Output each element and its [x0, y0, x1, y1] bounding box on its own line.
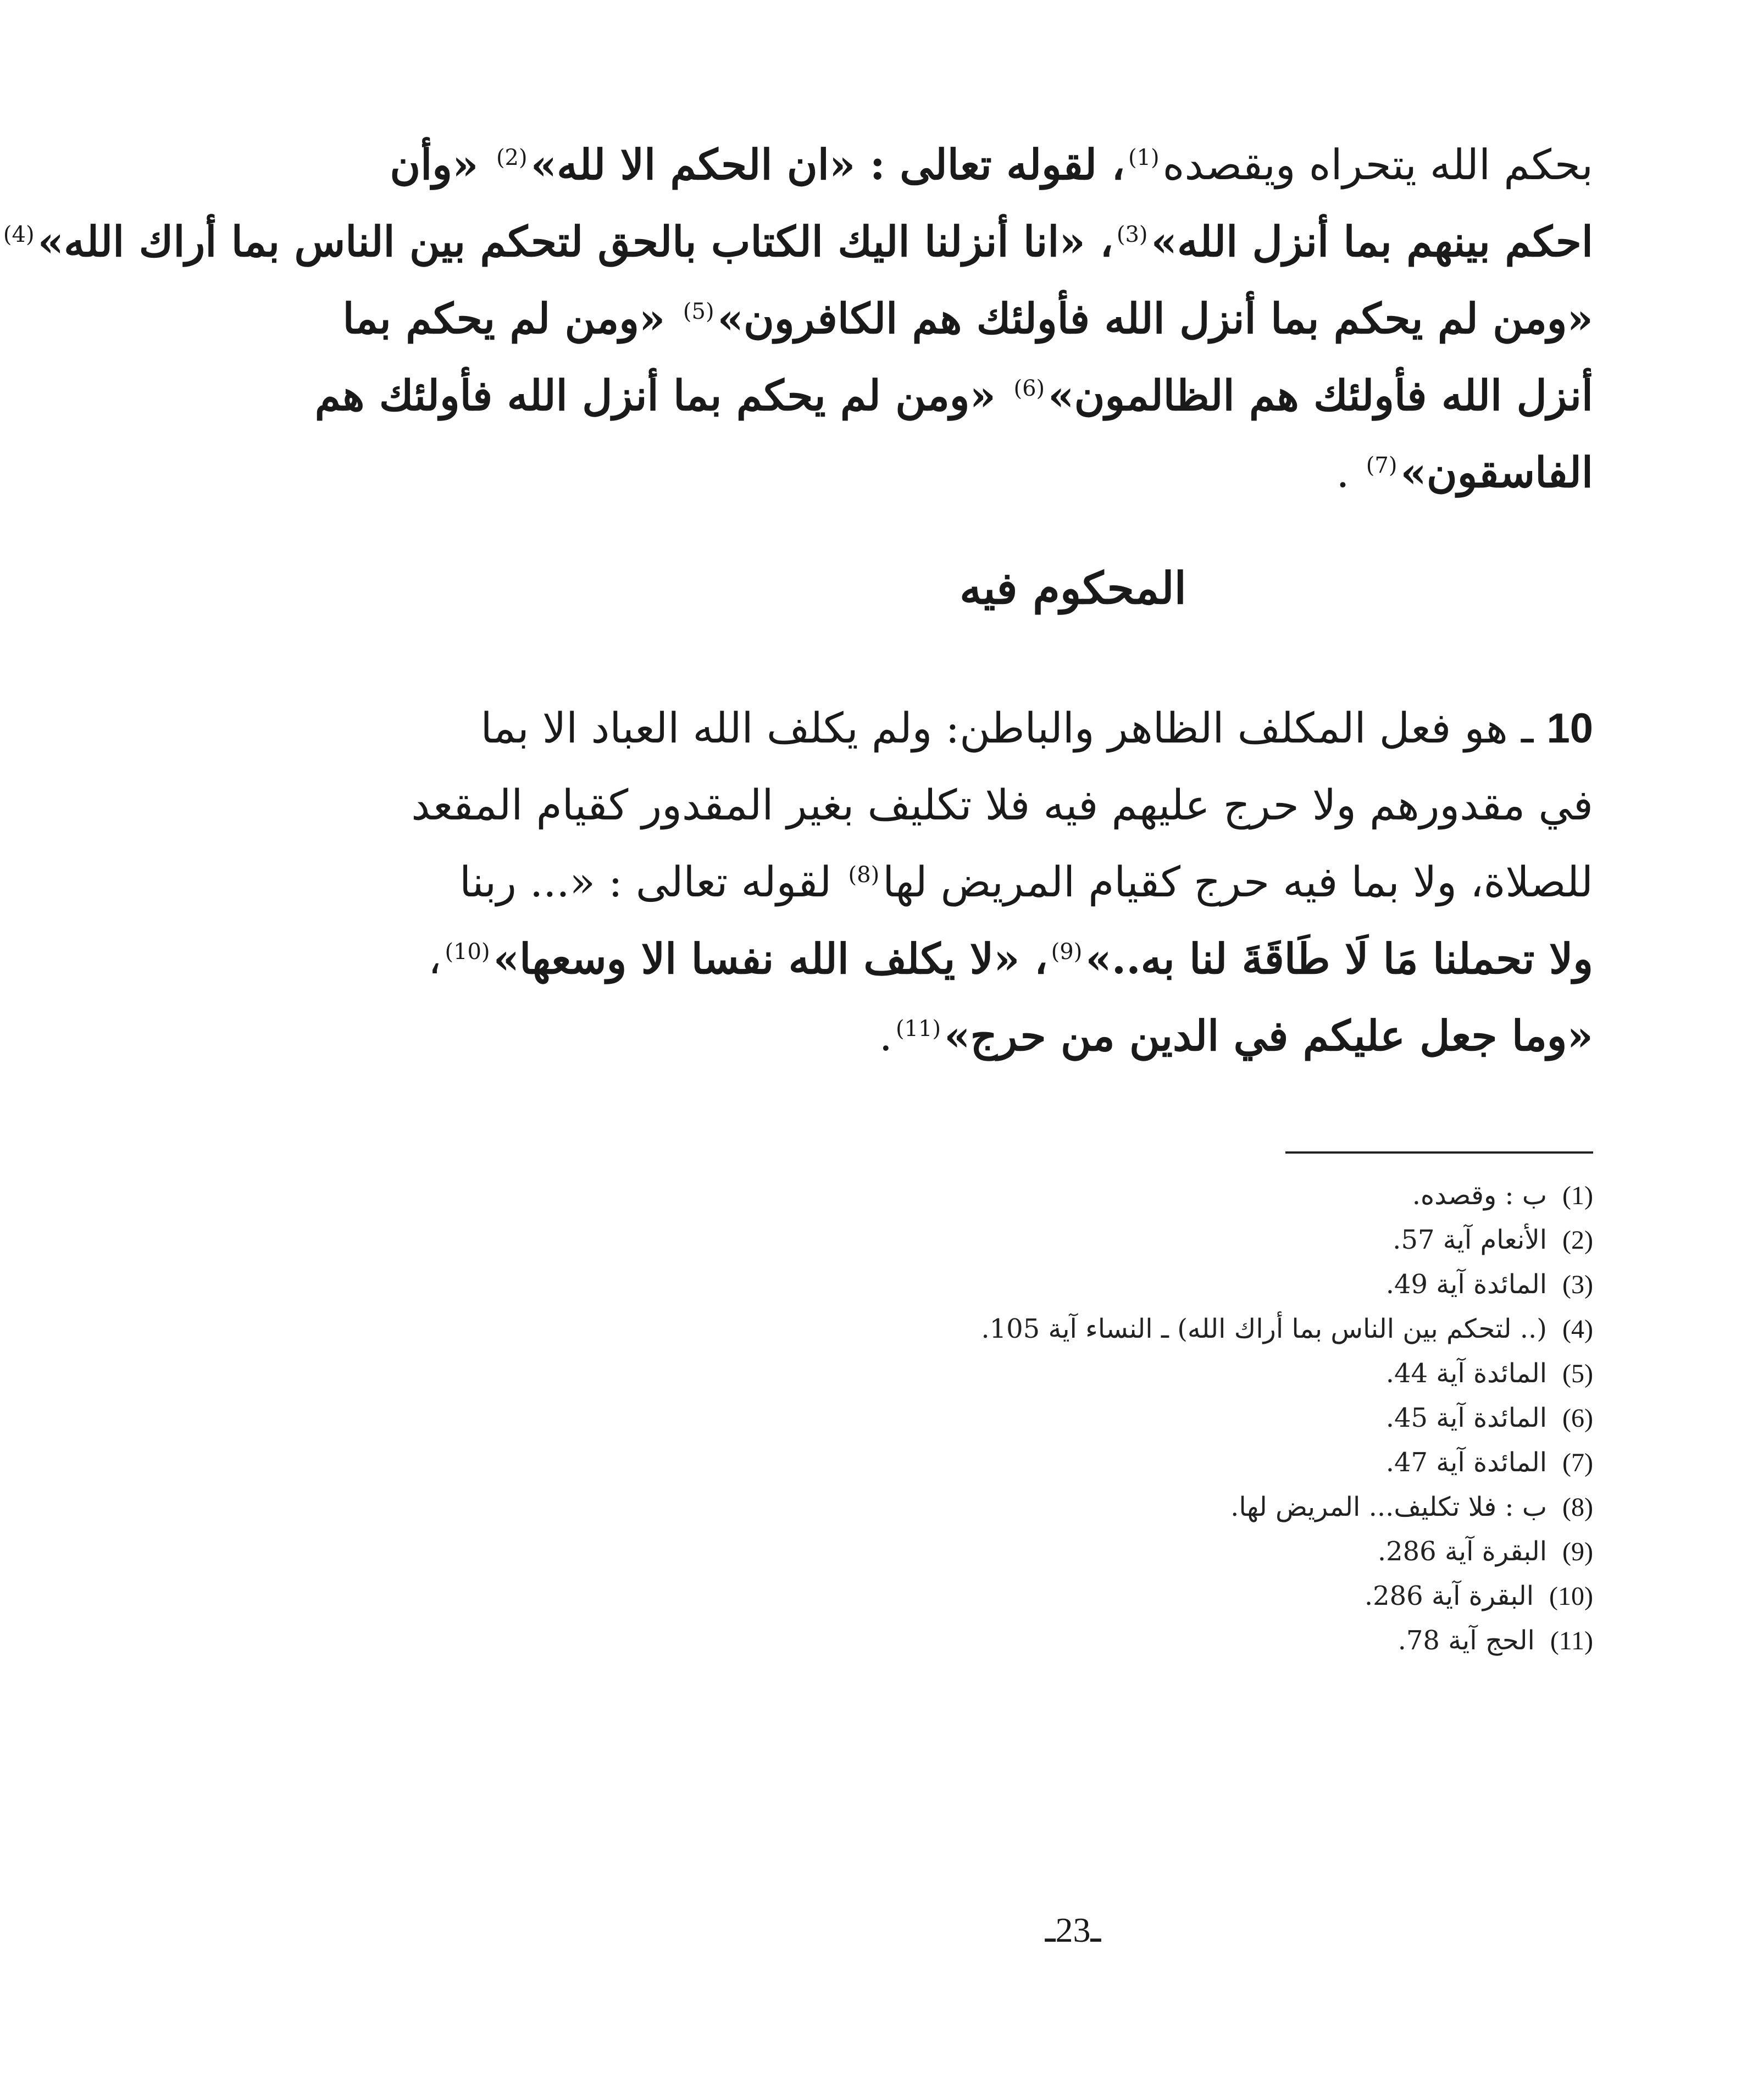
- footnote-number: (1): [1562, 1181, 1593, 1210]
- paragraph-intro-line: [549, 434, 1593, 511]
- body-text: .: [879, 1011, 892, 1060]
- footnote-marker[interactable]: (6): [1013, 375, 1045, 401]
- footnote-item: [769, 1440, 1593, 1485]
- footnote-item: [769, 1173, 1593, 1218]
- quran-quote: «ومن لم يحكم بما أنزل الله فأولئك هم: [314, 371, 1011, 420]
- footnote-item: [769, 1574, 1593, 1619]
- paragraph-item-10-line: [459, 844, 1593, 921]
- footnote-divider: [1285, 1151, 1593, 1154]
- body-text: ـ هو فعل المكلف الظاهر والباطن: ولم يكلف الله العباد الا بما: [480, 703, 1547, 752]
- footnote-text: (.. لتحكم بين الناس بما أراك الله) ـ النساء آية 105.: [981, 1314, 1548, 1344]
- footnote-marker[interactable]: (5): [683, 298, 714, 324]
- paragraph-item-10-line: [411, 767, 1593, 844]
- footnote-text: ب : فلا تكليف... المريض لها.: [1230, 1492, 1548, 1522]
- footnote-number: (10): [1549, 1582, 1593, 1611]
- footnote-marker[interactable]: (9): [1051, 939, 1083, 965]
- footnote-marker[interactable]: (1): [1128, 145, 1160, 170]
- footnote-number: (3): [1562, 1270, 1593, 1299]
- paragraph-item-10-line: [549, 998, 1593, 1074]
- footnote-number: (6): [1562, 1404, 1593, 1433]
- quran-quote: «ومن لم يحكم بما: [342, 294, 680, 343]
- footnote-number: (7): [1562, 1448, 1593, 1477]
- section-heading: المحكوم فيه: [960, 562, 1186, 614]
- quran-quote: «وما جعل عليكم في الدين من حرج»: [944, 1011, 1593, 1060]
- footnote-marker[interactable]: (11): [895, 1016, 941, 1041]
- body-text: بحكم الله يتحراه ويقصده: [1162, 140, 1593, 189]
- footnote-text: ب : وقصده.: [1412, 1180, 1548, 1211]
- quran-quote: احكم بينهم بما أنزل الله»: [1151, 217, 1593, 266]
- footnote-text: البقرة آية 286.: [1364, 1581, 1534, 1611]
- footnote-marker[interactable]: (2): [496, 145, 528, 170]
- footnote-item: [769, 1396, 1593, 1440]
- footnote-text: المائدة آية 45.: [1385, 1403, 1548, 1433]
- quran-quote: ولا تحملنا مَا لَا طَاقَةَ لنا به..»: [1085, 934, 1593, 983]
- body-text: ،: [428, 934, 442, 983]
- paragraph-intro-line: [342, 280, 1593, 357]
- paragraph-intro-line: [3, 203, 1593, 280]
- quran-quote: ، «لا يكلف الله نفسا الا وسعها»: [493, 934, 1048, 983]
- footnote-marker[interactable]: (4): [3, 221, 35, 247]
- page-number: ـ23ـ: [1045, 1910, 1101, 1949]
- footnote-number: (2): [1562, 1226, 1593, 1255]
- footnote-text: الأنعام آية 57.: [1393, 1224, 1548, 1255]
- footnote-item: [769, 1262, 1593, 1307]
- paragraph-intro-line: [314, 357, 1593, 434]
- footnote-item: [769, 1485, 1593, 1530]
- footnote-item: [769, 1307, 1593, 1351]
- footnote-marker[interactable]: (8): [848, 862, 880, 888]
- footnotes-list: [769, 1173, 1593, 1663]
- paragraph-intro-line: [390, 126, 1593, 203]
- quran-quote: «وأن: [390, 140, 493, 189]
- item-number: 10: [1546, 705, 1593, 752]
- footnote-marker[interactable]: (7): [1366, 452, 1397, 478]
- body-text: للصلاة، ولا بما فيه حرج كقيام المريض لها: [883, 857, 1593, 906]
- footnote-item: [769, 1218, 1593, 1262]
- paragraph-item-10: [411, 690, 1593, 1074]
- footnote-item: [769, 1619, 1593, 1663]
- footnote-item: [769, 1351, 1593, 1396]
- body-text: .: [1336, 448, 1363, 497]
- quran-quote: أنزل الله فأولئك هم الظالمون»: [1048, 371, 1593, 420]
- footnote-text: الحج آية 78.: [1397, 1625, 1535, 1656]
- footnote-text: المائدة آية 49.: [1385, 1269, 1548, 1300]
- footnote-marker[interactable]: (10): [445, 939, 490, 965]
- body-text: في مقدورهم ولا حرج عليهم فيه فلا تكليف بغير المقدور كقيام المقعد: [411, 780, 1593, 829]
- quran-quote: ، لقوله تعالى : «ان الحكم الا لله»: [530, 140, 1125, 189]
- footnote-number: (11): [1550, 1626, 1593, 1655]
- paragraph-item-10-line: [480, 690, 1593, 767]
- book-page: [3, 0, 1758, 2100]
- quran-quote: الفاسقون»: [1400, 448, 1593, 497]
- footnote-number: (5): [1562, 1359, 1593, 1388]
- footnote-number: (9): [1562, 1537, 1593, 1566]
- footnote-number: (4): [1562, 1315, 1593, 1344]
- body-text: لقوله تعالى : «... ربنا: [459, 857, 845, 906]
- quran-quote: «ومن لم يحكم بما أنزل الله فأولئك هم الكافرون»: [717, 294, 1593, 343]
- quran-quote: ، «انا أنزلنا اليك الكتاب بالحق لتحكم بين الناس بما أراك الله»: [37, 217, 1113, 266]
- footnote-number: (8): [1562, 1493, 1593, 1522]
- footnote-text: المائدة آية 44.: [1385, 1358, 1548, 1389]
- footnote-item: [769, 1530, 1593, 1574]
- footnote-text: البقرة آية 286.: [1377, 1536, 1548, 1567]
- paragraph-item-10-line: [428, 921, 1593, 998]
- footnote-text: المائدة آية 47.: [1385, 1447, 1548, 1478]
- paragraph-intro: [3, 126, 1593, 511]
- footnote-marker[interactable]: (3): [1116, 221, 1148, 247]
